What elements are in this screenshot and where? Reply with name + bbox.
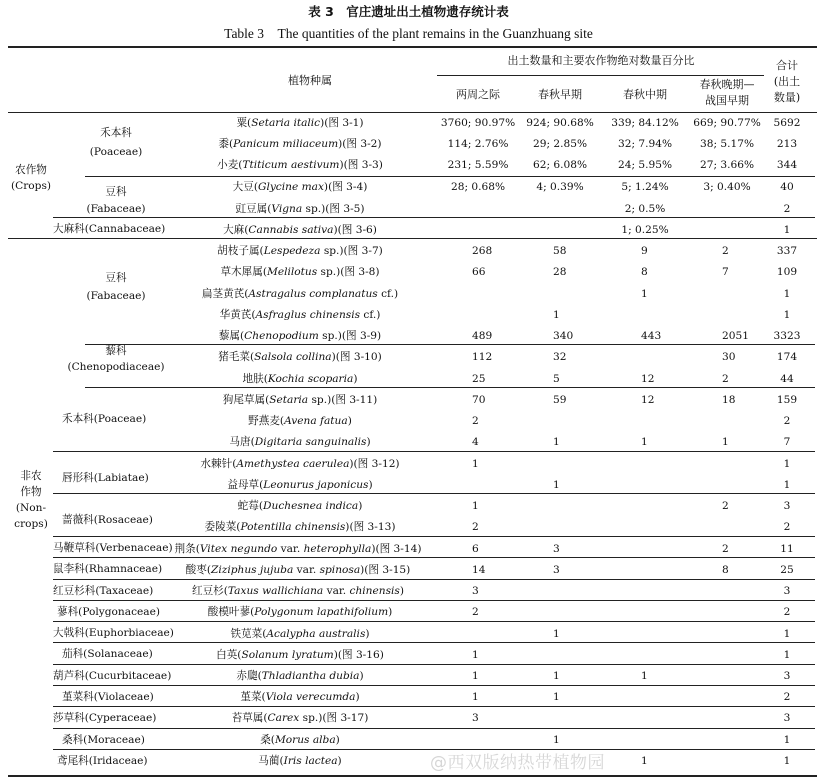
species-name: 马唐(Digitaria sanguinalis): [229, 436, 371, 448]
cell-value: 25: [472, 373, 486, 385]
family-label: 桑科(Moraceae): [62, 734, 145, 746]
family-label: 豆科: [105, 186, 127, 198]
cell-value: 339; 84.12%: [611, 117, 679, 129]
cell-value: 1: [783, 288, 791, 300]
cell-value: 159: [776, 394, 798, 406]
family-label: 蔷薇科(Rosaceae): [62, 514, 153, 526]
cell-value: 3: [472, 585, 479, 597]
cell-value: 8: [722, 564, 729, 576]
species-name: 小麦(Ttiticum aestivum)(图 3-3): [217, 159, 383, 171]
category-noncrops: 非农: [20, 470, 42, 482]
family-separator: [85, 387, 815, 388]
family-label: 马鞭草科(Verbenaceae): [53, 542, 173, 554]
cell-value: 109: [776, 266, 798, 278]
category-crops-cn: 农作物: [15, 164, 47, 176]
cell-value: 25: [780, 564, 794, 576]
cell-value: 28; 0.68%: [450, 181, 506, 193]
species-name: 桑(Morus alba): [260, 734, 340, 746]
header-period-2: 春秋早期: [538, 88, 582, 101]
cell-value: 2: [722, 373, 729, 385]
species-name: 委陵菜(Potentilla chinensis)(图 3-13): [204, 521, 396, 533]
cell-value: 2: [722, 543, 729, 555]
cell-value: 70: [472, 394, 486, 406]
species-name: 地肤(Kochia scoparia): [242, 373, 358, 385]
cell-value: 5: [553, 373, 560, 385]
cell-value: 32; 7.94%: [617, 138, 673, 150]
species-name: 赤瓟(Thladiantha dubia): [236, 670, 364, 682]
family-label-en: (Fabaceae): [86, 290, 146, 302]
cell-value: 29; 2.85%: [532, 138, 588, 150]
family-label: 鸢尾科(Iridaceae): [57, 755, 148, 767]
category-noncrops: (Non-: [15, 502, 47, 514]
species-name: 狗尾草属(Setaria sp.)(图 3-11): [222, 394, 378, 406]
cell-value: 1: [783, 755, 791, 767]
cell-value: 231; 5.59%: [447, 159, 509, 171]
family-separator: [53, 217, 815, 218]
cell-value: 1: [553, 479, 560, 491]
cell-value: 114; 2.76%: [447, 138, 509, 150]
cell-value: 337: [776, 245, 798, 257]
cell-value: 2: [783, 521, 791, 533]
cell-value: 2: [722, 500, 729, 512]
cell-value: 174: [776, 351, 798, 363]
cell-value: 443: [641, 330, 662, 342]
cell-value: 2051: [722, 330, 749, 342]
family-separator: [53, 728, 815, 729]
species-name: 胡枝子属(Lespedeza sp.)(图 3-7): [217, 245, 383, 257]
family-label: 堇菜科(Violaceae): [62, 691, 154, 703]
species-name: 水棘针(Amethystea caerulea)(图 3-12): [200, 458, 400, 470]
family-label-en: (Poaceae): [89, 146, 143, 158]
cell-value: 2: [783, 415, 791, 427]
category-crops-en: (Crops): [10, 180, 52, 192]
cell-value: 340: [553, 330, 574, 342]
cell-value: 3323: [773, 330, 801, 342]
cell-value: 1: [783, 479, 791, 491]
cell-value: 14: [472, 564, 486, 576]
cell-value: 4; 0.39%: [536, 181, 584, 193]
cell-value: 1: [783, 309, 791, 321]
cell-value: 3; 0.40%: [703, 181, 751, 193]
header-group-rule: [437, 75, 764, 76]
cell-value: 3760; 90.97%: [440, 117, 516, 129]
header-total: 合计: [776, 59, 798, 72]
header-group: 出土数量和主要农作物绝对数量百分比: [507, 54, 695, 67]
cell-value: 3: [783, 585, 791, 597]
cell-value: 1: [722, 436, 729, 448]
cell-value: 2: [722, 245, 729, 257]
cell-value: 1; 0.25%: [621, 224, 669, 236]
cell-value: 3: [472, 712, 479, 724]
cell-value: 8: [641, 266, 648, 278]
header-period-1: 两周之际: [456, 88, 500, 101]
family-label: 蓼科(Polygonaceae): [57, 606, 160, 618]
cell-value: 1: [783, 458, 791, 470]
cell-value: 7: [783, 436, 791, 448]
species-name: 白英(Solanum lyratum)(图 3-16): [216, 649, 384, 661]
species-name: 蛇莓(Duchesnea indica): [237, 500, 363, 512]
cell-value: 7: [722, 266, 729, 278]
cell-value: 1: [783, 734, 791, 746]
cell-value: 59: [553, 394, 567, 406]
cell-value: 4: [472, 436, 479, 448]
cell-value: 5; 1.24%: [621, 181, 669, 193]
family-label: 禾本科: [100, 127, 132, 139]
cell-value: 44: [780, 373, 794, 385]
cell-value: 12: [641, 373, 655, 385]
family-separator: [53, 579, 815, 580]
family-separator: [53, 600, 815, 601]
header-period-3: 春秋中期: [623, 88, 667, 101]
cell-value: 28: [553, 266, 567, 278]
cell-value: 30: [722, 351, 736, 363]
family-label-en: (Fabaceae): [86, 203, 146, 215]
cell-value: 1: [553, 436, 560, 448]
cell-value: 2: [472, 606, 479, 618]
family-label: 唇形科(Labiatae): [62, 472, 149, 484]
family-separator: [53, 706, 815, 707]
cell-value: 1: [472, 691, 479, 703]
species-name: 酸模叶蓼(Polygonum lapathifolium): [207, 606, 393, 618]
family-separator: [53, 621, 815, 622]
cell-value: 344: [776, 159, 798, 171]
header-total: 数量): [773, 91, 801, 104]
family-separator: [53, 493, 815, 494]
species-name: 堇菜(Viola verecumda): [240, 691, 360, 703]
species-name: 苔草属(Carex sp.)(图 3-17): [231, 712, 369, 724]
species-name: 铁苋菜(Acalypha australis): [230, 628, 370, 640]
cell-value: 32: [553, 351, 567, 363]
cell-value: 1: [641, 755, 648, 767]
cell-value: 40: [780, 181, 794, 193]
cell-value: 6: [472, 543, 479, 555]
cell-value: 112: [472, 351, 493, 363]
cell-value: 1: [553, 734, 560, 746]
cell-value: 1: [472, 500, 479, 512]
species-name: 大豆(Glycine max)(图 3-4): [232, 181, 368, 193]
cell-value: 58: [553, 245, 567, 257]
cell-value: 1: [783, 628, 791, 640]
cell-value: 3: [553, 564, 560, 576]
family-label: 豆科: [105, 272, 127, 284]
crops-bottom-rule: [8, 238, 817, 239]
family-separator: [53, 642, 815, 643]
species-name: 豇豆属(Vigna sp.)(图 3-5): [235, 203, 365, 215]
cell-value: 1: [553, 309, 560, 321]
species-name: 粟(Setaria italic)(图 3-1): [236, 117, 364, 129]
species-name: 猪毛菜(Salsola collina)(图 3-10): [218, 351, 382, 363]
family-label: 大戟科(Euphorbiaceae): [53, 627, 174, 639]
cell-value: 1: [641, 288, 648, 300]
cell-value: 489: [472, 330, 493, 342]
cell-value: 213: [776, 138, 798, 150]
cell-value: 3: [783, 500, 791, 512]
family-label: 大麻科(Cannabaceae): [53, 223, 166, 235]
cell-value: 1: [472, 670, 479, 682]
species-name: 华黄芪(Asfraglus chinensis cf.): [219, 309, 381, 321]
category-noncrops: 作物: [20, 486, 42, 498]
species-name: 马蔺(Iris lactea): [258, 755, 342, 767]
species-name: 黍(Panicum miliaceum)(图 3-2): [218, 138, 382, 150]
family-label: 莎草科(Cyperaceae): [53, 712, 157, 724]
cell-value: 1: [641, 670, 648, 682]
species-name: 红豆杉(Taxus wallichiana var. chinensis): [191, 585, 405, 597]
species-name: 酸枣(Ziziphus jujuba var. spinosa)(图 3-15): [185, 564, 411, 576]
cell-value: 27; 3.66%: [699, 159, 755, 171]
table-caption-cn: 表 3 官庄遗址出土植物遗存统计表: [308, 4, 509, 19]
family-separator: [53, 451, 815, 452]
species-name: 草木犀属(Melilotus sp.)(图 3-8): [220, 266, 380, 278]
cell-value: 2: [783, 606, 791, 618]
family-separator: [53, 664, 815, 665]
family-label-en: (Chenopodiaceae): [67, 361, 165, 373]
cell-value: 12: [641, 394, 655, 406]
category-noncrops: crops): [14, 518, 48, 530]
cell-value: 24; 5.95%: [617, 159, 673, 171]
cell-value: 2: [783, 203, 791, 215]
header-period-4b: 战国早期: [705, 94, 749, 107]
family-separator: [53, 536, 815, 537]
cell-value: 3: [783, 670, 791, 682]
cell-value: 1: [472, 458, 479, 470]
cell-value: 9: [641, 245, 648, 257]
top-rule: [8, 46, 817, 48]
family-label: 鼠李科(Rhamnaceae): [53, 563, 163, 575]
species-name: 野燕麦(Avena fatua): [248, 415, 352, 427]
family-separator: [53, 557, 815, 558]
cell-value: 2: [472, 521, 479, 533]
family-label: 藜科: [105, 345, 127, 357]
cell-value: 1: [783, 224, 791, 236]
cell-value: 924; 90.68%: [526, 117, 594, 129]
cell-value: 11: [780, 543, 794, 555]
cell-value: 66: [472, 266, 486, 278]
species-name: 藜属(Chenopodium sp.)(图 3-9): [218, 330, 382, 342]
species-name: 荆条(Vitex negundo var. heterophylla)(图 3-14): [174, 543, 422, 555]
species-name: 扁茎黄芪(Astragalus complanatus cf.): [201, 288, 399, 300]
cell-value: 38; 5.17%: [699, 138, 755, 150]
cell-value: 1: [472, 649, 479, 661]
header-total: (出土: [773, 75, 801, 88]
family-separator: [85, 176, 815, 177]
table-caption-en: Table 3 The quantities of the plant remains in the Guanzhuang site: [224, 26, 593, 41]
cell-value: 18: [722, 394, 736, 406]
cell-value: 669; 90.77%: [693, 117, 761, 129]
cell-value: 1: [553, 670, 560, 682]
cell-value: 268: [472, 245, 493, 257]
cell-value: 62; 6.08%: [532, 159, 588, 171]
species-name: 益母草(Leonurus japonicus): [227, 479, 373, 491]
header-taxon: 植物种属: [288, 74, 332, 87]
cell-value: 1: [641, 436, 648, 448]
family-label: 葫芦科(Cucurbitaceae): [53, 670, 172, 682]
family-separator: [85, 344, 815, 345]
cell-value: 5692: [773, 117, 801, 129]
watermark: @西双版纳热带植物园: [430, 753, 605, 773]
cell-value: 3: [553, 543, 560, 555]
cell-value: 2; 0.5%: [624, 203, 666, 215]
header-period-4a: 春秋晚期—: [699, 78, 755, 91]
cell-value: 2: [472, 415, 479, 427]
family-label: 红豆杉科(Taxaceae): [53, 585, 154, 597]
cell-value: 3: [783, 712, 791, 724]
family-separator: [53, 685, 815, 686]
cell-value: 1: [783, 649, 791, 661]
header-bottom-rule: [8, 112, 817, 113]
cell-value: 1: [553, 628, 560, 640]
cell-value: 1: [553, 691, 560, 703]
cell-value: 2: [783, 691, 791, 703]
family-label: 茄科(Solanaceae): [62, 648, 153, 660]
family-label: 禾本科(Poaceae): [62, 413, 147, 425]
species-name: 大麻(Cannabis sativa)(图 3-6): [223, 224, 377, 236]
